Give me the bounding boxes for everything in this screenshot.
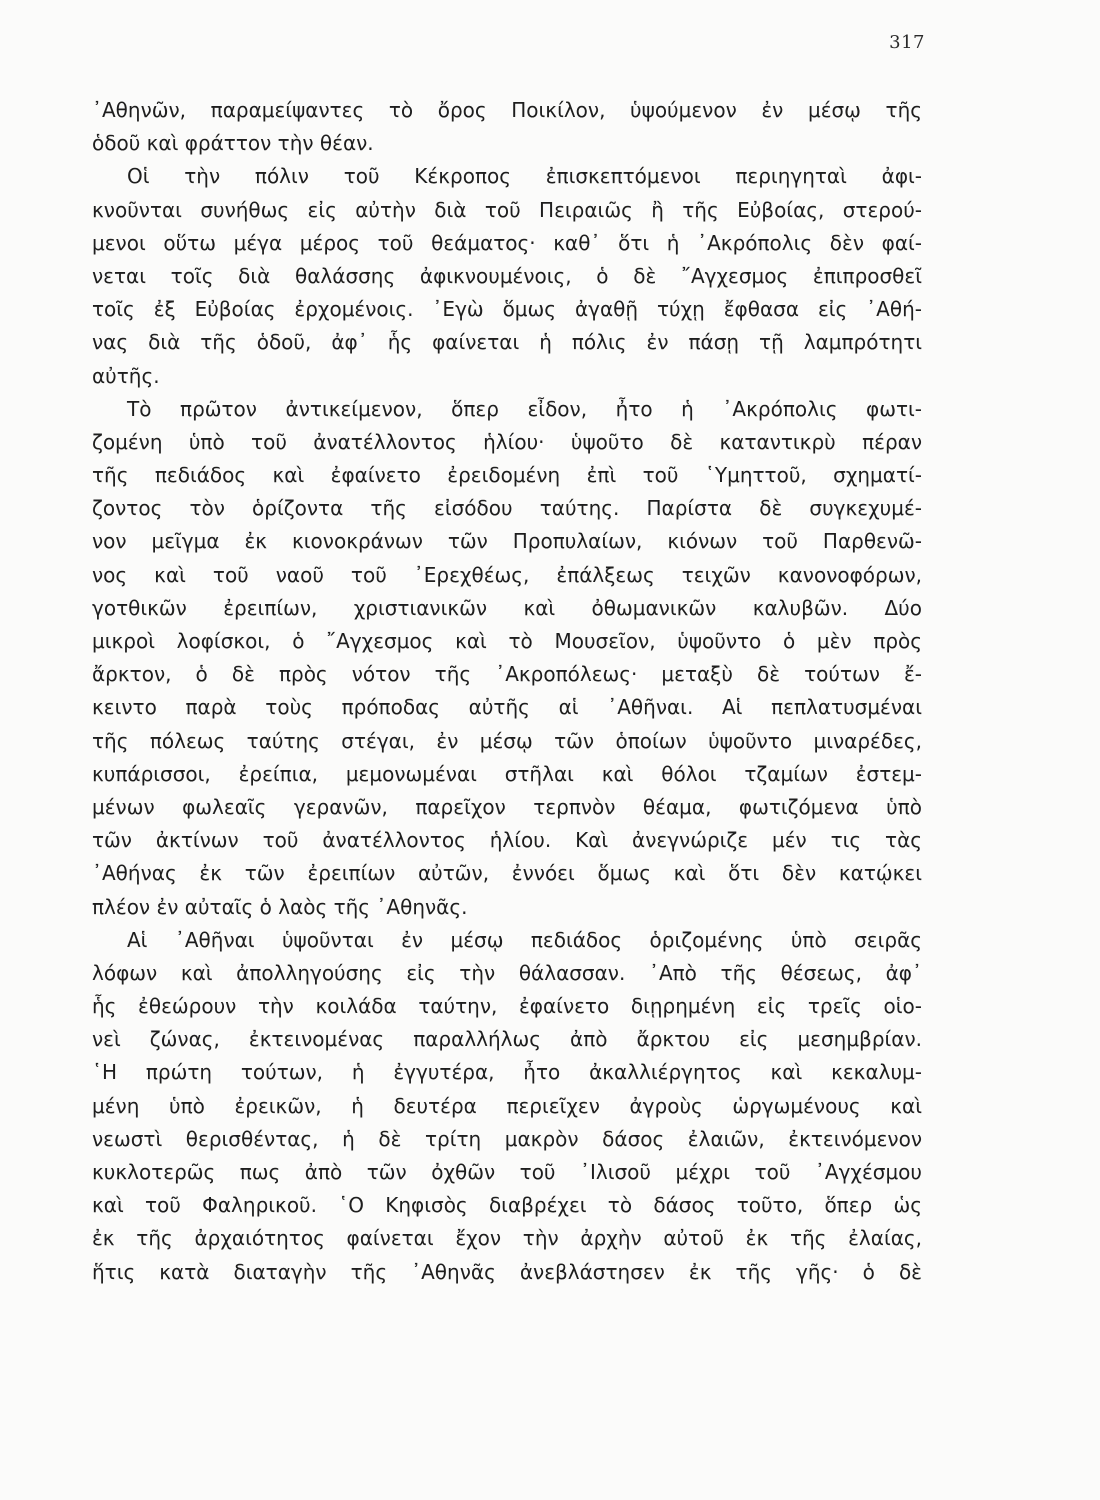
text-line: μένη ὑπὸ ἐρεικῶν, ἡ δευτέρα περιεῖχεν ἀγροὺς ὡργωμένους καὶ (92, 1093, 922, 1118)
text-line: κειντο παρὰ τοὺς πρόποδας αὐτῆς αἱ ᾿Αθῆναι. Αἱ πεπλατυσμέναι (92, 695, 922, 720)
text-line: καὶ τοῦ Φαληρικοῦ. ῾Ο Κηφισὸς διαβρέχει τὸ δάσος τοῦτο, ὅπερ ὡς (92, 1193, 922, 1218)
text-line: τῶν ἀκτίνων τοῦ ἀνατέλλοντος ἡλίου. Καὶ ἀνεγνώριζε μέν τις τὰς (92, 828, 922, 853)
text-line: γοτθικῶν ἐρειπίων, χριστιανικῶν καὶ ὀθωμανικῶν καλυβῶν. Δύο (92, 595, 922, 620)
text-line: πλέον ἐν αὐταῖς ὁ λαὸς τῆς ᾿Αθηνᾶς. (92, 894, 468, 919)
text-line: μικροὶ λοφίσκοι, ὁ ῎Αγχεσμος καὶ τὸ Μουσεῖον, ὑψοῦντο ὁ μὲν πρὸς (92, 629, 922, 653)
text-line: ζοντος τὸν ὁρίζοντα τῆς εἰσόδου ταύτης. Παρίστα δὲ συγκεχυμέ- (92, 496, 922, 521)
text-line: ἧς ἐθεώρουν τὴν κοιλάδα ταύτην, ἐφαίνετο διῃρημένη εἰς τρεῖς οἱο- (92, 994, 922, 1019)
text-line: τῆς πεδιάδος καὶ ἐφαίνετο ἐρειδομένη ἐπὶ τοῦ ῾Υμηττοῦ, σχηματί- (92, 463, 922, 488)
text-line: ὁδοῦ καὶ φράττον τὴν θέαν. (92, 131, 374, 156)
text-line: τοῖς ἐξ Εὐβοίας ἐρχομένοις. ᾿Εγὼ ὅμως ἀγαθῇ τύχῃ ἔφθασα εἰς ᾿Αθή- (92, 297, 922, 322)
page-number: 317 (889, 32, 925, 53)
text-line: νεωστὶ θερισθέντας, ἡ δὲ τρίτη μακρὸν δάσος ἐλαιῶν, ἐκτεινόμενον (92, 1126, 922, 1151)
text-line: ῾Η πρώτη τούτων, ἡ ἐγγυτέρα, ἦτο ἀκαλλιέργητος καὶ κεκαλυμ- (92, 1060, 922, 1085)
text-line: λόφων καὶ ἀπολληγούσης εἰς τὴν θάλασσαν. ᾿Απὸ τῆς θέσεως, ἀφ᾿ (92, 960, 922, 985)
text-line: ἄρκτον, ὁ δὲ πρὸς νότον τῆς ᾿Ακροπόλεως· μεταξὺ δὲ τούτων ἔ- (92, 662, 922, 687)
text-line: αὐτῆς. (92, 363, 160, 388)
paragraph-start-line: Οἱ τὴν πόλιν τοῦ Κέκροπος ἐπισκεπτόμενοι περιηγηταὶ ἀφι- (127, 164, 922, 189)
paragraph-start-line: Τὸ πρῶτον ἀντικείμενον, ὅπερ εἶδον, ἦτο ἡ ᾿Ακρόπολις φωτι- (127, 396, 922, 421)
text-line: μένων φωλεαῖς γερανῶν, παρεῖχον τερπνὸν θέαμα, φωτιζόμενα ὑπὸ (92, 794, 922, 819)
text-line: νος καὶ τοῦ ναοῦ τοῦ ᾿Ερεχθέως, ἐπάλξεως τειχῶν κανονοφόρων, (92, 562, 922, 587)
text-line: κυπάρισσοι, ἐρείπια, μεμονωμέναι στῆλαι καὶ θόλοι τζαμίων ἐστεμ- (92, 761, 922, 786)
text-line: ἐκ τῆς ἀρχαιότητος φαίνεται ἔχον τὴν ἀρχὴν αὐτοῦ ἐκ τῆς ἐλαίας, (92, 1226, 922, 1251)
text-line: ζομένη ὑπὸ τοῦ ἀνατέλλοντος ἡλίου· ὑψοῦτο δὲ καταντικρὺ πέραν (92, 429, 922, 454)
text-line: κνοῦνται συνήθως εἰς αὐτὴν διὰ τοῦ Πειραιῶς ἢ τῆς Εὐβοίας, στερού- (92, 197, 922, 222)
body-text (92, 94, 922, 1289)
text-line: κυκλοτερῶς πως ἀπὸ τῶν ὀχθῶν τοῦ ᾿Ιλισοῦ μέχρι τοῦ ᾿Αγχέσμου (92, 1160, 922, 1184)
paragraph-start-line: Αἱ ᾿Αθῆναι ὑψοῦνται ἐν μέσῳ πεδιάδος ὁριζομένης ὑπὸ σειρᾶς (127, 927, 922, 952)
text-line: νας διὰ τῆς ὁδοῦ, ἀφ᾿ ἧς φαίνεται ἡ πόλις ἐν πάσῃ τῇ λαμπρότητι (92, 330, 922, 355)
text-line: νον μεῖγμα ἐκ κιονοκράνων τῶν Προπυλαίων, κιόνων τοῦ Παρθενῶ- (92, 529, 922, 554)
text-line: νεται τοῖς διὰ θαλάσσης ἀφικνουμένοις, ὁ δὲ ῎Αγχεσμος ἐπιπροσθεῖ (92, 263, 922, 288)
text-line: ἥτις κατὰ διαταγὴν τῆς ᾿Αθηνᾶς ἀνεβλάστησεν ἐκ τῆς γῆς· ὁ δὲ (92, 1259, 922, 1284)
text-line: τῆς πόλεως ταύτης στέγαι, ἐν μέσῳ τῶν ὁποίων ὑψοῦντο μιναρέδες, (92, 728, 922, 753)
text-line: ᾿Αθηνῶν, παραμείψαντες τὸ ὄρος Ποικίλον, ὑψούμενον ἐν μέσῳ τῆς (92, 98, 922, 122)
text-line: ᾿Αθήνας ἐκ τῶν ἐρειπίων αὐτῶν, ἐννόει ὅμως καὶ ὅτι δὲν κατῴκει (92, 861, 922, 886)
text-line: νεὶ ζώνας, ἐκτεινομένας παραλλήλως ἀπὸ ἄρκτου εἰς μεσημβρίαν. (92, 1027, 922, 1052)
text-line: μενοι οὕτω μέγα μέρος τοῦ θεάματος· καθ᾿ ὅτι ἡ ᾿Ακρόπολις δὲν φαί- (92, 230, 922, 255)
